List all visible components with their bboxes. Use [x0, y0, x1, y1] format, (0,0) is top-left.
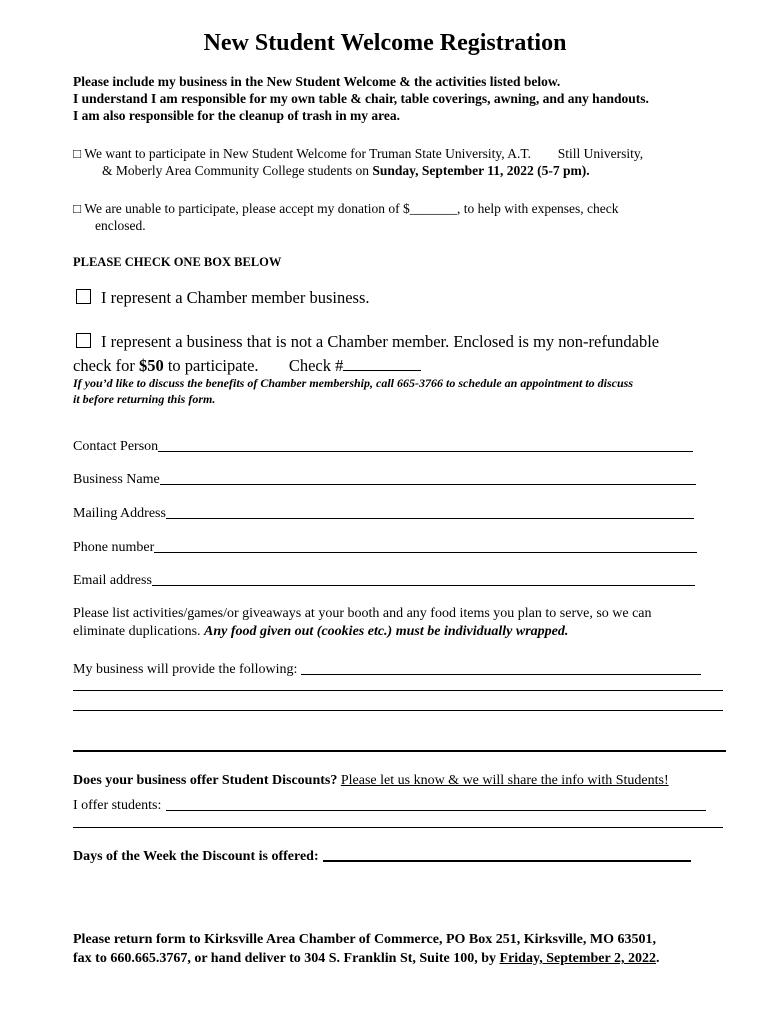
event-date: Sunday, September 11, 2022 (5-7 pm). [372, 163, 590, 178]
contact-person-field[interactable] [73, 437, 693, 455]
return-line-2: fax to 660.665.3767, or hand deliver to 304 S. Franklin St, Suite 100, by [73, 951, 497, 966]
return-deadline: Friday, September 2, 2022 [499, 951, 656, 966]
mailing-address-field[interactable] [73, 504, 694, 522]
email-address-label: Email address [73, 573, 152, 588]
mailing-address-label: Mailing Address [73, 506, 166, 521]
offer-students-input[interactable] [166, 796, 706, 811]
intro-text [73, 73, 753, 124]
nonmember-text-a: I represent a business that is not a Chamber member. Enclosed is my non-refundable [101, 332, 660, 351]
nonmember-text-b: check for [73, 356, 135, 375]
return-line-1: Please return form to Kirksville Area Chamber of Commerce, PO Box 251, Kirksville, MO 63501, [73, 932, 656, 947]
donation-option[interactable] [73, 200, 753, 234]
provide-input[interactable] [301, 660, 701, 675]
check-one-heading: PLEASE CHECK ONE BOX BELOW [73, 255, 282, 269]
participate-checkbox[interactable]: □ [73, 146, 82, 161]
discount-days-field[interactable] [73, 846, 691, 865]
donation-text-a: We are unable to participate, please accept my donation of $ [84, 201, 410, 216]
food-wrapping-note: Any food given out (cookies etc.) must be individually wrapped. [204, 624, 569, 639]
donation-checkbox[interactable]: □ [73, 201, 82, 216]
business-name-field[interactable] [73, 470, 696, 488]
offer-students-line-2[interactable] [73, 827, 723, 828]
discount-share-note: Please let us know & we will share the info with Students! [340, 773, 669, 788]
nonmember-checkbox[interactable] [76, 333, 91, 348]
membership-note [73, 375, 763, 407]
membership-note-line-1: If you’d like to discuss the benefits of Chamber membership, call 665-3766 to schedule an appointment to discuss [73, 376, 634, 390]
discount-question-text: Does your business offer Student Discounts? [73, 773, 338, 788]
contact-person-input[interactable] [158, 437, 693, 452]
phone-number-label: Phone number [73, 540, 155, 555]
offer-students-field[interactable] [73, 796, 706, 814]
email-address-input[interactable] [152, 571, 695, 586]
intro-line-1: Please include my business in the New Student Welcome & the activities listed below. [73, 74, 561, 89]
nonmember-option[interactable] [73, 330, 763, 378]
intro-line-3: I am also responsible for the cleanup of trash in my area. [73, 108, 401, 123]
discount-question [73, 773, 763, 789]
donation-amount-blank[interactable]: _______ [409, 201, 457, 216]
participate-text-a: We want to participate in New Student Welcome for Truman State University, A.T. [84, 146, 532, 161]
provide-field[interactable] [73, 660, 701, 678]
member-checkbox[interactable] [76, 289, 91, 304]
activities-line-1: Please list activities/games/or giveaways at your booth and any food items you plan to serve, so we can [73, 606, 652, 621]
activities-instructions [73, 605, 763, 641]
business-name-label: Business Name [73, 472, 160, 487]
member-option[interactable] [76, 288, 370, 308]
phone-number-input[interactable] [154, 538, 697, 553]
participate-text-b: Still University, [557, 146, 644, 161]
mailing-address-input[interactable] [166, 504, 694, 519]
check-number-label: Check # [288, 356, 344, 375]
contact-person-label: Contact Person [73, 439, 159, 454]
membership-note-line-2: it before returning this form. [73, 392, 216, 406]
member-option-label: I represent a Chamber member business. [101, 288, 370, 307]
provide-label: My business will provide the following: [73, 662, 298, 677]
nonmember-text-c: to participate. [167, 356, 259, 375]
provide-line-3[interactable] [73, 710, 723, 711]
provide-line-2[interactable] [73, 690, 723, 691]
participate-option[interactable] [73, 145, 753, 179]
discount-days-label: Days of the Week the Discount is offered: [73, 849, 319, 864]
return-instructions [73, 930, 763, 968]
discount-days-input[interactable] [323, 846, 691, 862]
check-number-input[interactable] [343, 356, 421, 371]
activities-line-2: eliminate duplications. [73, 624, 201, 639]
section-divider [73, 750, 726, 752]
offer-students-label: I offer students: [73, 798, 162, 813]
page-title: New Student Welcome Registration [203, 30, 567, 56]
participate-text-c: & Moberly Area Community College students on [102, 163, 369, 178]
return-end: . [656, 951, 660, 966]
phone-number-field[interactable] [73, 538, 697, 556]
donation-text-b: , to help with expenses, check [456, 201, 619, 216]
intro-line-2: I understand I am responsible for my own table & chair, table coverings, awning, and any handouts. [73, 91, 649, 106]
email-address-field[interactable] [73, 571, 695, 589]
nonmember-fee: $50 [138, 356, 164, 375]
donation-text-c: enclosed. [95, 218, 146, 233]
business-name-input[interactable] [160, 470, 696, 485]
